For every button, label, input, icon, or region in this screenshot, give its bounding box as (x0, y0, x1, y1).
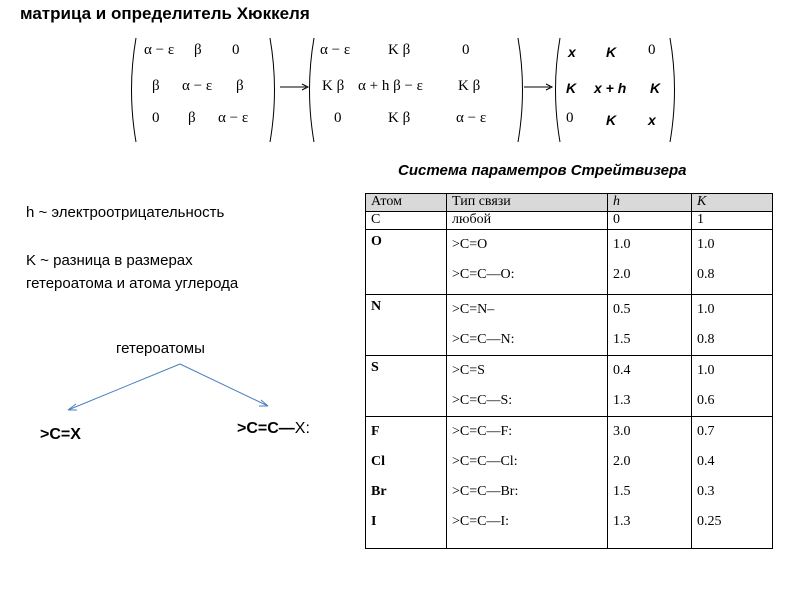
bond-cell: >C=S (452, 363, 485, 378)
matrix-cell: K β (388, 42, 411, 58)
bond-cell: >C=C—N: (452, 332, 515, 347)
h-cell: 1.0 (613, 237, 631, 252)
matrix-cell: α − ε (218, 110, 249, 126)
table-caption: Система параметров Стрейтвизера (398, 162, 687, 179)
atom-cell: Br (371, 484, 387, 499)
matrix-cell: K (566, 80, 577, 96)
h-cell: 1.3 (613, 514, 631, 529)
matrix-cell: β (194, 42, 202, 58)
h-cell: 1.5 (613, 332, 631, 347)
huckel-matrix-reduced (552, 34, 678, 146)
formula-conjugated (237, 420, 310, 438)
matrix-cell: x (568, 44, 576, 60)
formula-double-bond: >C=X (40, 426, 81, 443)
streitwieser-parameters-table (365, 193, 773, 549)
table-row (366, 356, 773, 417)
header-k: K (692, 194, 773, 212)
table-row (366, 212, 773, 230)
bond-cell: любой (447, 212, 608, 230)
bond-cell: >C=C—Br: (452, 484, 519, 499)
arrow-right-line (180, 364, 268, 406)
k-cell: 0.8 (697, 332, 715, 347)
bond-cell: >C=C—Cl: (452, 454, 518, 469)
h-cell: 0.5 (613, 302, 631, 317)
k-cell: 1.0 (697, 363, 715, 378)
atom-cell: S (366, 356, 447, 417)
matrix-cell: 0 (648, 42, 656, 58)
matrix-cell: β (188, 110, 196, 126)
matrix-cell: 0 (334, 110, 342, 126)
k-cell: 0.7 (697, 424, 715, 439)
atom-cell: N (366, 295, 447, 356)
matrix-cell: 0 (566, 110, 574, 126)
k-cell: 0.6 (697, 393, 715, 408)
bond-cell: >C=C—F: (452, 424, 513, 439)
matrix-cell: α − ε (456, 110, 487, 126)
h-cell: 3.0 (613, 424, 631, 439)
matrix-cell: α − ε (182, 78, 213, 94)
heteroatoms-label: гетероатомы (116, 340, 205, 357)
k-cell: 1.0 (697, 237, 715, 252)
h-cell: 1.3 (613, 393, 631, 408)
k-cell: 0.25 (697, 514, 722, 529)
k-cell: 0.4 (697, 454, 715, 469)
matrix-cell: K β (458, 78, 481, 94)
matrix-cell: 0 (232, 42, 240, 58)
h-cell: 2.0 (613, 454, 631, 469)
header-bond-type: Тип связи (447, 194, 608, 212)
atom-cell: Cl (371, 454, 385, 469)
matrix-cell: K (606, 112, 617, 128)
branch-arrows (60, 360, 280, 416)
table-header-row (366, 194, 773, 212)
arrow-right-head-icon (259, 400, 268, 406)
formula-conjugated-bold: >C=C— (237, 420, 295, 437)
k-cell: 1 (692, 212, 773, 230)
bond-cell: >C=C—I: (452, 514, 510, 529)
atom-cell: I (371, 514, 377, 529)
k-cell: 0.3 (697, 484, 715, 499)
table-row (366, 417, 773, 549)
matrix-cell: 0 (152, 110, 160, 126)
note-k-line1: K ~ разница в размерах (26, 252, 193, 269)
matrix-cell: β (236, 78, 244, 94)
header-h: h (608, 194, 692, 212)
formula-conjugated-tail: X: (294, 420, 310, 437)
huckel-matrix (128, 34, 278, 146)
note-h: h ~ электроотрицательность (26, 204, 225, 221)
matrix-cell: α − ε (320, 42, 351, 58)
note-k-line2: гетероатома и атома углерода (26, 275, 239, 292)
header-atom: Атом (366, 194, 447, 212)
table-row (366, 295, 773, 356)
matrix-cell: K (606, 44, 617, 60)
atom-cell: O (366, 230, 447, 295)
atom-cell: F (371, 424, 380, 439)
huckel-matrix-with-parameters (306, 34, 528, 146)
bond-cell: >C=C—O: (452, 267, 515, 282)
matrix-cell: β (152, 78, 160, 94)
bond-cell: >C=O (452, 237, 488, 252)
k-cell: 1.0 (697, 302, 715, 317)
h-cell: 2.0 (613, 267, 631, 282)
matrix-cell: x (648, 112, 656, 128)
h-cell: 0.4 (613, 363, 631, 378)
h-cell: 1.5 (613, 484, 631, 499)
table-row (366, 230, 773, 295)
matrix-cell: α + h β − ε (358, 78, 423, 94)
matrix-cell: K β (388, 110, 411, 126)
page-title: матрица и определитель Хюккеля (20, 4, 310, 23)
right-arrow-icon (522, 82, 556, 92)
h-cell: 0 (608, 212, 692, 230)
bond-cell: >C=C—S: (452, 393, 513, 408)
matrix-cell: x + h (594, 80, 627, 96)
matrix-cell: 0 (462, 42, 470, 58)
matrix-cell: K β (322, 78, 345, 94)
bond-cell: >C=N– (452, 302, 495, 317)
matrix-cell: α − ε (144, 42, 175, 58)
arrow-left-line (68, 364, 180, 410)
k-cell: 0.8 (697, 267, 715, 282)
atom-cell: C (366, 212, 447, 230)
matrix-cell: K (650, 80, 661, 96)
